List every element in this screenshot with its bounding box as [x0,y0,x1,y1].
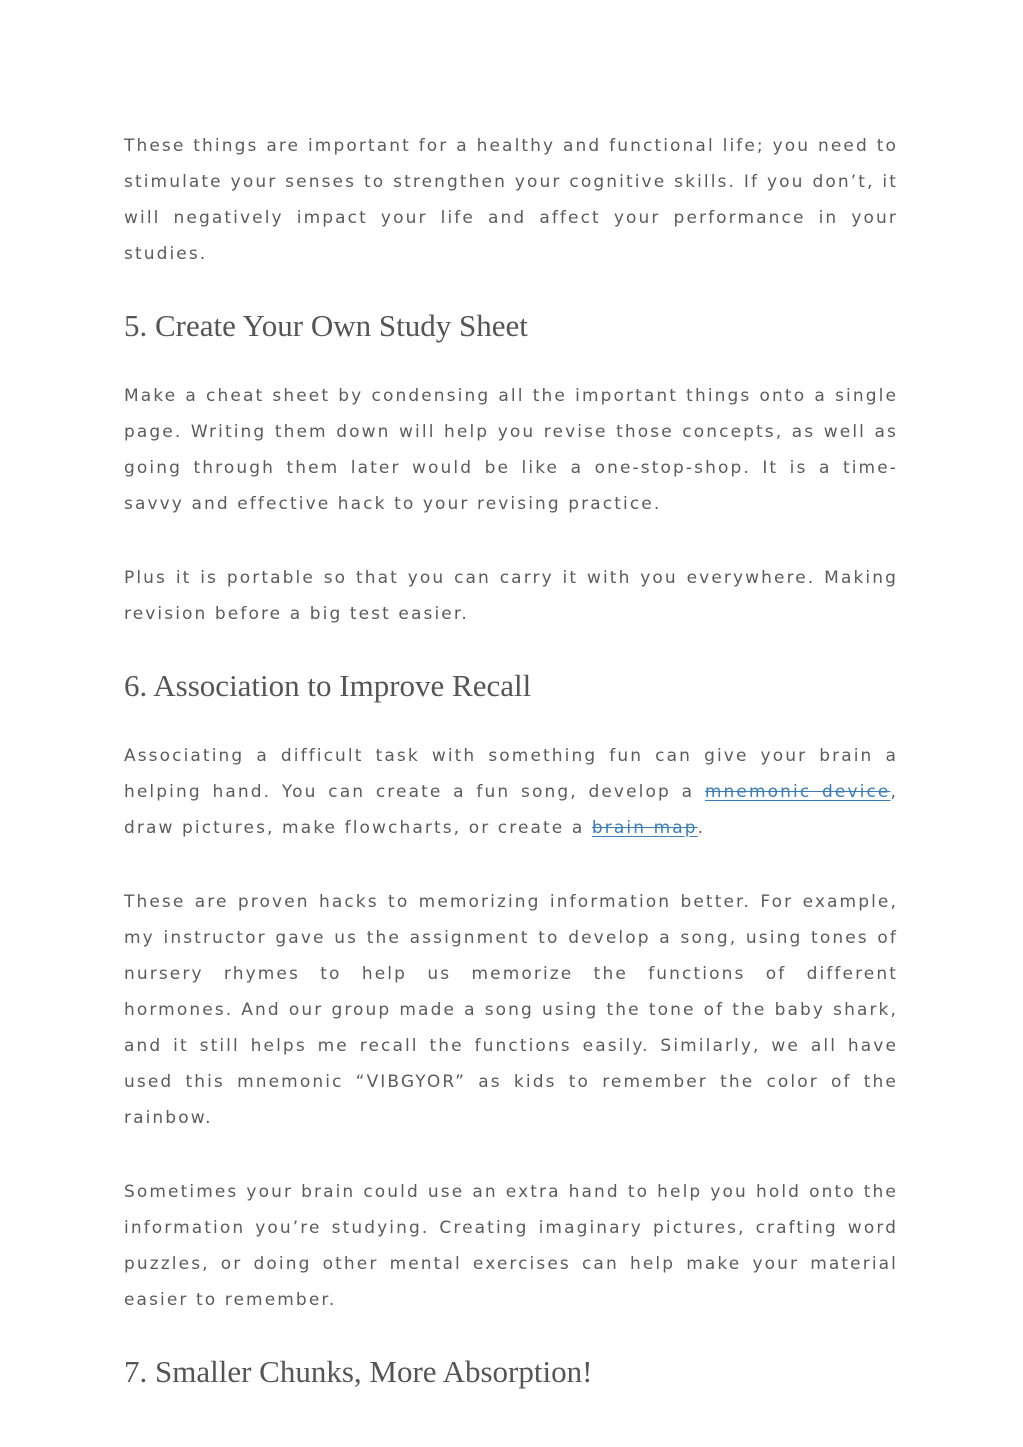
section-6-paragraph-3: Sometimes your brain could use an extra hand to help you hold onto the information you’re studying. Creating imaginary pictures, crafting word puzzles, or doing other mental exercises can help make your material easier to remember. [124,1182,898,1310]
section-6-paragraph-1-text-c: . [697,818,706,838]
mnemonic-device-link[interactable]: mnemonic device [704,782,891,802]
brain-map-link[interactable]: brain map [591,818,698,838]
document-page [124,128,898,1392]
section-6-paragraph-2: These are proven hacks to memorizing information better. For example, my instructor gave us the assignment to develop a song, using tones of nursery rhymes to help us memorize the functions of different hormones. And our group made a song using the tone of the baby shark, and it still helps me recall the functions easily. Similarly, we all have used this mnemonic “VIBGYOR” as kids to remember the color of the rainbow. [124,892,898,1128]
intro-paragraph: These things are important for a healthy and functional life; you need to stimulate your senses to strengthen your cognitive skills. If you don’t, it will negatively impact your life and affect your performance in your studies. [124,136,898,264]
section-7-heading: 7. Smaller Chunks, More Absorption! [124,1354,593,1389]
section-6-paragraph-1-text-b: , draw pictures, make flowcharts, or create a [124,782,898,838]
section-5-paragraph-2: Plus it is portable so that you can carry it with you everywhere. Making revision before a big test easier. [124,568,898,624]
section-5-heading: 5. Create Your Own Study Sheet [124,308,528,343]
section-6-heading: 6. Association to Improve Recall [124,668,532,703]
section-5-paragraph-1: Make a cheat sheet by condensing all the important things onto a single page. Writing them down will help you revise those concepts, as well as going through them later would be like a one-stop-shop. It is a time-savvy and effective hack to your revising practice. [124,386,898,514]
section-6-paragraph-1 [124,738,898,846]
section-6-paragraph-1-text-a: Associating a difficult task with something fun can give your brain a helping hand. You can create a fun song, develop a [124,746,898,802]
